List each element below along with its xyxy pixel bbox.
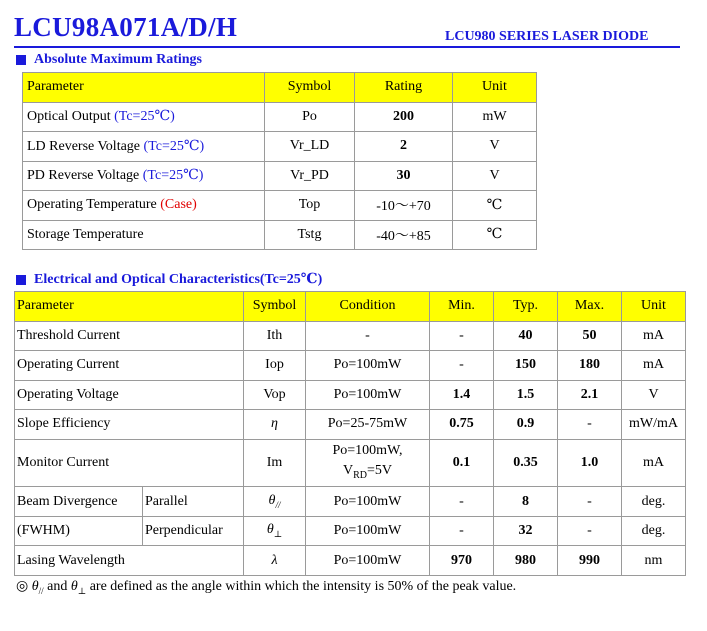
param-cell: Slope Efficiency <box>15 410 244 440</box>
eo-section-heading <box>16 271 322 288</box>
abs-header-row <box>23 73 537 103</box>
min-cell: - <box>430 487 494 517</box>
typ-cell: 8 <box>494 487 558 517</box>
condition-cell: - <box>306 321 430 351</box>
symbol-cell: Iop <box>244 351 306 381</box>
eo-heading-text: Electrical and Optical Characteristics(Tc=25℃) <box>34 272 323 287</box>
abs-heading-text: Absolute Maximum Ratings <box>34 52 203 67</box>
max-cell: - <box>558 516 622 546</box>
condition-cell: Po=25-75mW <box>306 410 430 440</box>
abs-max-table <box>22 72 537 250</box>
unit-cell: mA <box>622 439 686 487</box>
rating-cell: 2 <box>355 132 453 162</box>
param-cell: Optical Output (Tc=25℃) <box>23 102 265 132</box>
col-header: Rating <box>355 73 453 103</box>
col-header: Max. <box>558 292 622 322</box>
table-row <box>23 220 537 250</box>
param-cell: Lasing Wavelength <box>15 546 244 576</box>
min-cell: 0.1 <box>430 439 494 487</box>
unit-cell: nm <box>622 546 686 576</box>
table-row <box>15 516 686 546</box>
unit-cell: ℃ <box>453 191 537 221</box>
col-header: Typ. <box>494 292 558 322</box>
unit-cell: mA <box>622 321 686 351</box>
min-cell: 970 <box>430 546 494 576</box>
footnote-mark-icon: ◎ <box>16 579 29 594</box>
col-header: Parameter <box>23 73 265 103</box>
col-header: Symbol <box>265 73 355 103</box>
section-bullet-icon <box>16 55 26 65</box>
table-row <box>23 191 537 221</box>
min-cell: - <box>430 351 494 381</box>
symbol-cell: λ <box>244 546 306 576</box>
param-cell: PD Reverse Voltage (Tc=25℃) <box>23 161 265 191</box>
param-cell: (FWHM) <box>15 516 143 546</box>
symbol-cell: Ith <box>244 321 306 351</box>
unit-cell: mA <box>622 351 686 381</box>
symbol-cell: Top <box>265 191 355 221</box>
condition-cell: Po=100mW <box>306 546 430 576</box>
eo-header-row <box>15 292 686 322</box>
abs-section-heading <box>16 52 202 68</box>
table-row <box>23 132 537 162</box>
param-cell: Operating Temperature (Case) <box>23 191 265 221</box>
param-cell: Beam Divergence <box>15 487 143 517</box>
condition-cell: Po=100mW <box>306 516 430 546</box>
typ-cell: 150 <box>494 351 558 381</box>
section-bullet-icon <box>16 275 26 285</box>
param-cell: Monitor Current <box>15 439 244 487</box>
condition-cell: Po=100mW, $V_{RD}=5V$ <box>306 439 430 487</box>
table-row <box>23 161 537 191</box>
table-row <box>15 410 686 440</box>
table-row <box>15 321 686 351</box>
sub-param-cell: Perpendicular <box>143 516 244 546</box>
symbol-cell: $\theta_\perp$ <box>244 516 306 546</box>
sub-param-cell: Parallel <box>143 487 244 517</box>
unit-cell: V <box>453 161 537 191</box>
typ-cell: 980 <box>494 546 558 576</box>
rating-cell: -10～+70 <box>355 191 453 221</box>
param-cell: Operating Voltage <box>15 380 244 410</box>
max-cell: 2.1 <box>558 380 622 410</box>
condition-cell: Po=100mW <box>306 380 430 410</box>
unit-cell: V <box>622 380 686 410</box>
min-cell: 1.4 <box>430 380 494 410</box>
param-cell: LD Reverse Voltage (Tc=25℃) <box>23 132 265 162</box>
col-header: Condition <box>306 292 430 322</box>
min-cell: 0.75 <box>430 410 494 440</box>
table-row <box>23 102 537 132</box>
symbol-cell: η <box>244 410 306 440</box>
min-cell: - <box>430 516 494 546</box>
series-label: LCU980 SERIES LASER DIODE <box>445 29 649 44</box>
symbol-cell: Im <box>244 439 306 487</box>
rating-cell: -40～+85 <box>355 220 453 250</box>
table-row <box>15 487 686 517</box>
rating-cell: 200 <box>355 102 453 132</box>
typ-cell: 40 <box>494 321 558 351</box>
col-header: Unit <box>622 292 686 322</box>
unit-cell: mW <box>453 102 537 132</box>
unit-cell: ℃ <box>453 220 537 250</box>
symbol-cell: Vr_LD <box>265 132 355 162</box>
unit-cell: mW/mA <box>622 410 686 440</box>
symbol-cell: $\theta_{//}$ <box>244 487 306 517</box>
header-rule <box>14 46 680 48</box>
symbol-cell: Tstg <box>265 220 355 250</box>
typ-cell: 32 <box>494 516 558 546</box>
condition-cell: Po=100mW <box>306 351 430 381</box>
symbol-cell: Vop <box>244 380 306 410</box>
footnote: ◎ $\theta_{//}$ and $\theta_\perp$ are defined as the angle within which the intensity is 50% of the peak value. <box>16 579 517 596</box>
typ-cell: 0.35 <box>494 439 558 487</box>
max-cell: 180 <box>558 351 622 381</box>
table-row <box>15 546 686 576</box>
min-cell: - <box>430 321 494 351</box>
col-header: Parameter <box>15 292 244 322</box>
max-cell: - <box>558 410 622 440</box>
unit-cell: deg. <box>622 516 686 546</box>
unit-cell: V <box>453 132 537 162</box>
typ-cell: 1.5 <box>494 380 558 410</box>
eo-char-table <box>14 291 686 576</box>
rating-cell: 30 <box>355 161 453 191</box>
max-cell: 1.0 <box>558 439 622 487</box>
col-header: Unit <box>453 73 537 103</box>
condition-cell: Po=100mW <box>306 487 430 517</box>
symbol-cell: Vr_PD <box>265 161 355 191</box>
table-row <box>15 351 686 381</box>
max-cell: 50 <box>558 321 622 351</box>
typ-cell: 0.9 <box>494 410 558 440</box>
max-cell: - <box>558 487 622 517</box>
symbol-cell: Po <box>265 102 355 132</box>
doc-title: LCU98A071A/D/H <box>14 12 238 42</box>
max-cell: 990 <box>558 546 622 576</box>
table-row <box>15 380 686 410</box>
unit-cell: deg. <box>622 487 686 517</box>
param-cell: Operating Current <box>15 351 244 381</box>
param-cell: Threshold Current <box>15 321 244 351</box>
col-header: Symbol <box>244 292 306 322</box>
col-header: Min. <box>430 292 494 322</box>
param-cell: Storage Temperature <box>23 220 265 250</box>
table-row <box>15 439 686 487</box>
